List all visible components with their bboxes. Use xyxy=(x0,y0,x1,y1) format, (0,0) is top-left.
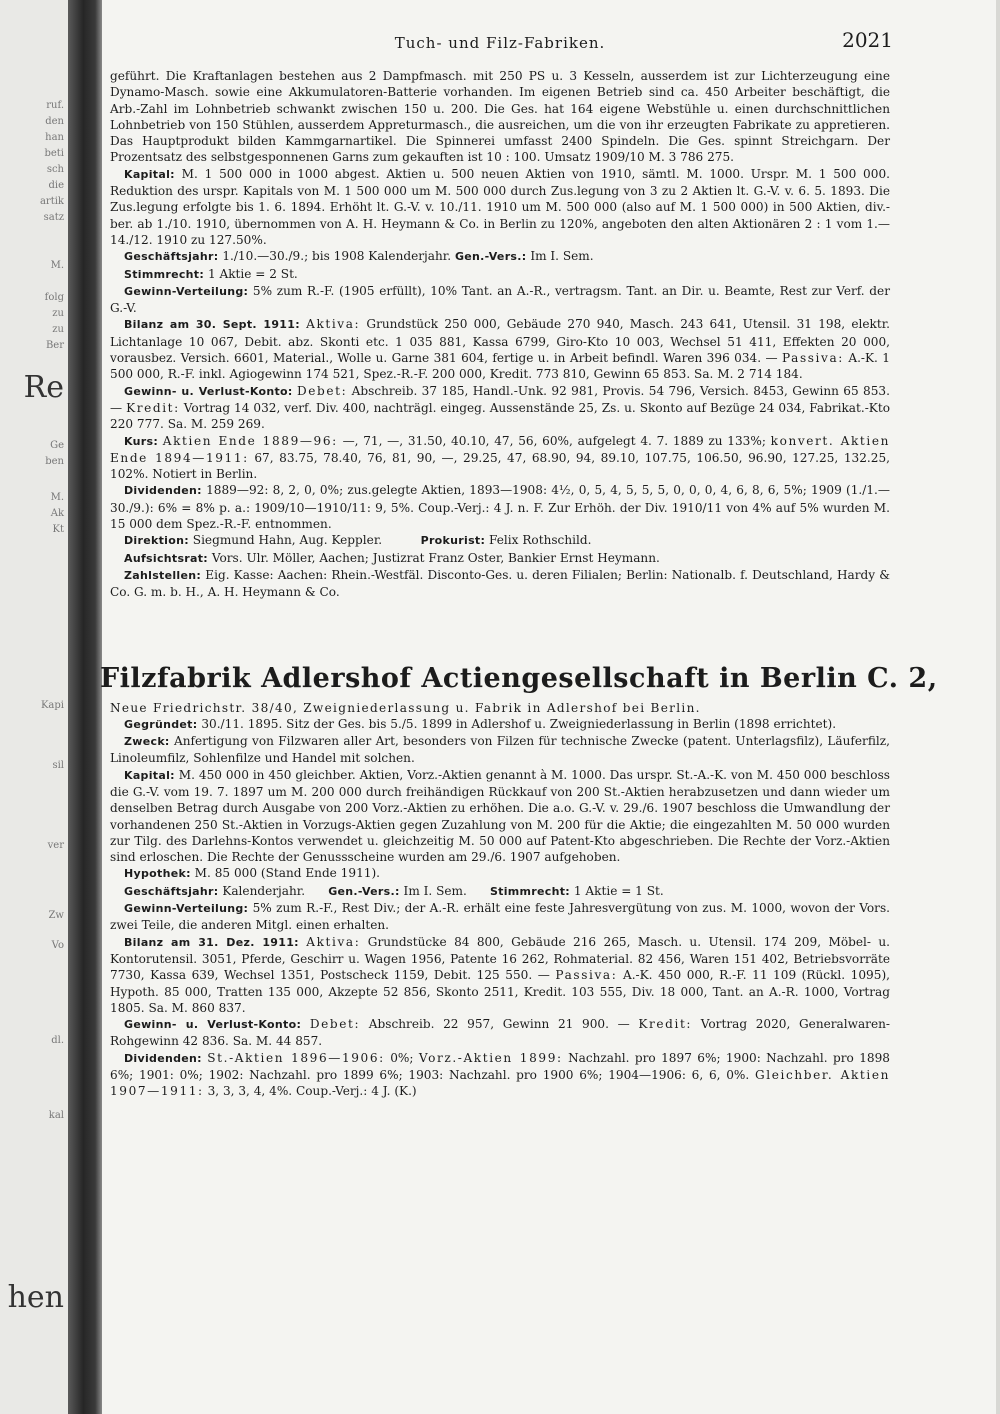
margin-fragment: Kapi xyxy=(40,700,64,711)
margin-fragment: den xyxy=(45,116,64,127)
profit-distribution-entry xyxy=(110,900,890,934)
fiscal-year-entry xyxy=(110,248,890,265)
margin-fragment: M. xyxy=(50,260,64,271)
margin-fragment: Kt xyxy=(52,524,64,535)
dividends-entry xyxy=(110,1050,890,1100)
entry-label: Stimmrecht: xyxy=(489,884,571,898)
margin-fragment: Ber xyxy=(45,340,64,351)
entry-text: 1889—92: 8, 2, 0, 0%; zus.gelegte Aktien, 1893—1908: 4½, 0, 5, 4, 5, 5, 5, 0, 0, 0, 4, 6, 8, 6, 5%; 1909 (1./1.—30./9.): 6% = 8% p. a.: 1909/10—1910/11: 9, 5%. Coup.-Verj.: 4 J. n. F. Zur Erhöh. der Div. 1910/11 von 4% auf 5% wurden M. 15 000 dem Spez.-R.-F. entnommen. xyxy=(110,483,890,532)
running-header xyxy=(110,28,893,68)
capital-entry xyxy=(110,166,890,248)
document-page xyxy=(100,28,938,1100)
entry-text: Vortrag 2020, Generalwaren-Rohgewinn 42 836. Sa. M. 44 857. xyxy=(110,1017,890,1049)
entry-label: Dividenden: xyxy=(124,1051,202,1065)
supervisory-board-entry xyxy=(110,550,890,567)
balance-entry xyxy=(110,934,890,1016)
entry-label: Gewinn-Verteilung: xyxy=(124,284,249,298)
quotation-entry xyxy=(110,433,890,483)
spaced-word: Kredit: xyxy=(126,400,180,415)
margin-fragment: Vo xyxy=(51,940,64,951)
purpose-entry xyxy=(110,733,890,767)
entry-text: Siegmund Hahn, Aug. Keppler. xyxy=(192,533,383,548)
entry-text: A.-K. 1 500 000, R.-F. inkl. Agiogewinn 174 521, Spez.-R.-F. 200 000, Kredit. 773 810, Gewinn 65 853. Sa. M. 2 714 184. xyxy=(110,351,890,382)
entry-label: Kapital: xyxy=(124,167,175,181)
spaced-word: Passiva: xyxy=(555,968,618,983)
margin-fragment: artik xyxy=(39,196,64,207)
capital-entry xyxy=(110,767,890,866)
entry-text: Grundstücke 84 800, Gebäude 216 265, Masch. u. Utensil. 174 209, Möbel- u. Kontorutensil. 3051, Pferde, Geschirr u. Wagen 1956, Patente 16 262, Rohmaterial. 82 456, Waren 151 402, Betriebsvorräte 7730, Kassa 639, Wechsel 1351, Postscheck 1159, Debit. 125 550. — xyxy=(110,934,890,983)
margin-fragment: ben xyxy=(45,456,64,467)
profit-loss-entry xyxy=(110,383,890,433)
entry-text: —, 71, —, 31.50, 40.10, 47, 56, 60%, aufgelegt 4. 7. 1889 zu 133%; xyxy=(342,433,766,448)
entry-text: Grundstück 250 000, Gebäude 270 940, Masch. 243 641, Utensil. 31 198, elektr. Lichtanlage 10 067, Debit. abz. Skonti etc. 1 035 881, Kassa 6799, Giro-Kto 10 003, Wechsel 51 411, Effekten 20 000, vorausbez. Versich. 6601, Material., Wolle u. Garne 381 604, fertige u. in Arbeit befindl. Waren 396 034. — xyxy=(110,317,890,366)
profit-distribution-entry xyxy=(110,283,890,317)
spaced-word: Aktiva: xyxy=(306,934,361,949)
entry-text: Nachzahl. pro 1897 6%; 1900: Nachzahl. pro 1898 6%; 1901: 0%; 1902: Nachzahl. pro 1899 6%; 1903: Nachzahl. pro 1900 6%; 1904—1906: 6, 6, 0%. xyxy=(110,1050,890,1083)
spaced-word: Kredit: xyxy=(638,1017,693,1032)
balance-entry xyxy=(110,316,890,382)
spaced-word: konvert. Aktien Ende 1894—1911: xyxy=(110,433,890,465)
entry-text: Vors. Ulr. Möller, Aachen; Justizrat Franz Oster, Bankier Ernst Heymann. xyxy=(211,550,660,565)
entry-label: Dividenden: xyxy=(124,484,202,498)
entry-text: M. 1 500 000 in 1000 abgest. Aktien u. 500 neuen Aktien von 1910, sämtl. M. 1000. Urspr. M. 1 500 000. Reduktion des urspr. Kapitals von M. 1 500 000 um M. 500 000 durch Zus.legung von 3 zu 2 Aktien lt. G.-V. v. 6. 5. 1893. Die Zus.legung erfolgte bis 1. 6. 1894. Erhöht lt. G.-V. v. 10./11. 1910 um M. 500 000 (also auf M. 1 500 000) in 500 Aktien, div.-ber. ab 1./10. 1910, übernommen von A. H. Heymann & Co. in Berlin zu 120%, angeboten den alten Aktionären 2 : 1 vom 1.—14./12. 1910 zu 127.50%. xyxy=(110,166,890,247)
entry-label: Stimmrecht: xyxy=(124,267,205,281)
company-heading: Filzfabrik Adlershof Actiengesellschaft in Berlin C. 2, xyxy=(100,662,938,694)
margin-fragment: Zw xyxy=(48,910,64,921)
entry-text: 5% zum R.-F., Rest Div.; der A.-R. erhält eine feste Jahresvergütung von zus. M. 1000, wovon der Vors. zwei Teile, die anderen Mitgl. einen erhalten. xyxy=(110,901,890,933)
founded-entry xyxy=(110,716,890,733)
entry-text: Im I. Sem. xyxy=(530,249,594,264)
margin-fragment: Ge xyxy=(50,440,64,451)
entry-text: 3, 3, 3, 4, 4%. Coup.-Verj.: 4 J. (K.) xyxy=(207,1084,417,1099)
entry-text: Eig. Kasse: Aachen: Rhein.-Westfäl. Disconto-Ges. u. deren Filialen; Berlin: Nationalb. f. Deutschland, Hardy & Co. G. m. b. H., A. H. Heymann & Co. xyxy=(110,567,890,600)
margin-fragment: hen xyxy=(7,1280,64,1315)
entry-text: 1 Aktie = 1 St. xyxy=(573,883,664,898)
spaced-word: Aktien Ende 1889—96: xyxy=(162,433,338,448)
margin-fragment: han xyxy=(45,132,64,143)
entry-text: Im I. Sem. xyxy=(403,883,467,898)
entry-label: Kapital: xyxy=(124,768,175,782)
spaced-word: Gleichber. Aktien 1907—1911: xyxy=(110,1068,890,1099)
entry-text: Abschreib. 22 957, Gewinn 21 900. — xyxy=(368,1017,630,1032)
margin-fragment: M. xyxy=(50,492,64,503)
margin-fragment: die xyxy=(48,180,64,191)
margin-fragment: folg xyxy=(44,292,64,303)
margin-fragment: zu xyxy=(52,308,64,319)
margin-fragment: sch xyxy=(46,164,64,175)
entry-label: Gewinn-Verteilung: xyxy=(124,902,249,916)
entry-text: Anfertigung von Filzwaren aller Art, besonders von Filzen für technische Zwecke (patent. Unterlagsfilz), Läuferfilz, Linoleumfilz, Sohlenfilze und Handel mit solchen. xyxy=(110,734,890,766)
entry-label: Direktion: xyxy=(124,534,189,548)
entry-label: Bilanz am 31. Dez. 1911: xyxy=(124,935,299,949)
entry-text: 1 Aktie = 2 St. xyxy=(207,266,298,281)
section-filzfabrik xyxy=(110,700,890,1100)
entry-label: Geschäftsjahr: xyxy=(124,250,219,264)
entry-text: Felix Rothschild. xyxy=(489,533,592,548)
management-entry xyxy=(110,532,890,549)
spaced-word: Aktiva: xyxy=(306,317,361,332)
margin-fragment: sil xyxy=(52,760,64,771)
fiscal-year-entry xyxy=(110,883,890,900)
dividends-entry xyxy=(110,482,890,532)
company-address: Neue Friedrichstr. 38/40, Zweigniederlassung u. Fabrik in Adlershof bei Berlin. xyxy=(110,700,701,715)
spaced-word: Passiva: xyxy=(781,351,844,366)
entry-text: M. 85 000 (Stand Ende 1911). xyxy=(194,866,381,881)
entry-label: Gen.-Vers.: xyxy=(328,884,400,898)
entry-label: Prokurist: xyxy=(420,534,486,548)
entry-label: Gewinn- u. Verlust-Konto: xyxy=(124,1018,302,1032)
running-title: Tuch- und Filz-Fabriken. xyxy=(394,34,606,52)
entry-text: 30./11. 1895. Sitz der Ges. bis 5./5. 1899 in Adlershof u. Zweigniederlassung in Berlin (1898 errichtet). xyxy=(201,716,837,731)
page-number: 2021 xyxy=(842,28,893,52)
margin-fragment: ver xyxy=(47,840,64,851)
profit-loss-entry xyxy=(110,1016,890,1050)
margin-fragment: Ak xyxy=(50,508,64,519)
spaced-word: Debet: xyxy=(309,1017,361,1032)
entry-text: 5% zum R.-F. (1905 erfüllt), 10% Tant. an A.-R., vertragsm. Tant. an Dir. u. Beamte, Rest zur Verf. der G.-V. xyxy=(110,283,890,316)
entry-label: Bilanz am 30. Sept. 1911: xyxy=(124,318,300,332)
entry-label: Zweck: xyxy=(124,735,170,749)
entry-label: Gen.-Vers.: xyxy=(454,250,527,264)
spaced-word: Debet: xyxy=(296,383,348,398)
margin-fragment: zu xyxy=(52,324,64,335)
spaced-word: Vorz.-Aktien 1899: xyxy=(418,1050,563,1065)
entry-text: Kalenderjahr. xyxy=(222,883,306,898)
entry-text: A.-K. 450 000, R.-F. 11 109 (Rückl. 1095), Hypoth. 85 000, Tratten 135 000, Akzepte 52 856, Skonto 2511, Kredit. 103 555, Div. 18 000, Tant. an A.-R. 1000, Vortrag 1805. Sa. M. 860 837. xyxy=(110,968,891,1015)
margin-fragment: kal xyxy=(48,1110,64,1121)
entry-text: M. 450 000 in 450 gleichber. Aktien, Vorz.-Aktien genannt à M. 1000. Das urspr. St.-A.-K. von M. 450 000 beschloss die G.-V. vom 19. 7. 1897 um M. 200 000 durch freihändigen Rückkauf von 200 St.-Aktien herabzusetzen und dann wieder um denselben Betrag durch Ausgabe von 200 Vorz.-Aktien zu erhöhen. Die a.o. G.-V. v. 29./6. 1907 beschloss die Umwandlung der vorhandenen 250 St.-Aktien in Vorzugs-Aktien gegen Zuzahlung von M. 200 für die Aktie; die eingezahlten M. 50 000 wurden zur Tilg. des Darlehns-Kontos verwendet u. gleichzeitig M. 50 000 auf Patent-Kto abgeschrieben. Die Rechte der Vorz.-Aktien sind erloschen. Die Rechte der Genussscheine wurden am 29./6. 1907 aufgehoben. xyxy=(110,767,890,865)
mortgage-entry xyxy=(110,865,890,882)
entry-text: 67, 83.75, 78.40, 76, 81, 90, —, 29.25, 47, 68.90, 94, 89.10, 107.75, 106.50, 96.90, 127.25, 132.25, 102%. Notiert in Berlin. xyxy=(110,450,890,482)
entry-label: Kurs: xyxy=(124,434,159,448)
margin-fragment: satz xyxy=(43,212,64,223)
operations-paragraph: geführt. Die Kraftanlagen bestehen aus 2 Dampfmasch. mit 250 PS u. 3 Kesseln, ausserdem ist zur Lichterzeugung eine Dynamo-Masch. sowie eine Akkumulatoren-Batterie vorhanden. Im eigenen Betrieb sind ca. 450 Arbeiter beschäftigt, die Arb.-Zahl im Lohnbetrieb schwankt zwischen 150 u. 200. Die Ges. hat 164 eigene Webstühle u. einen durchschnittlichen Lohnbetrieb von 150 Stühlen, ausserdem Appreturmasch., die ausreichen, um die von ihr erzeugten Fabrikate zu appretieren. Das Hauptprodukt bilden Kammgarnartikel. Die Spinnerei umfasst 2400 Spindeln. Die Ges. spinnt Streichgarn. Der Prozentsatz des selbstgesponnenen Garns zum gekauften ist 10 : 100. Umsatz 1909/10 M. 3 786 275. xyxy=(110,69,890,165)
margin-fragment: ruf. xyxy=(46,100,64,111)
page-edge xyxy=(996,0,1000,1414)
margin-fragment: dl. xyxy=(51,1035,64,1046)
entry-text: 1./10.—30./9.; bis 1908 Kalenderjahr. xyxy=(222,249,452,264)
entry-label: Zahlstellen: xyxy=(124,568,202,582)
margin-fragment: beti xyxy=(44,148,64,159)
book-gutter xyxy=(68,0,102,1414)
entry-label: Gegründet: xyxy=(124,717,198,731)
section-tuchfabrik xyxy=(110,68,890,601)
spaced-word: St.-Aktien 1896—1906: xyxy=(207,1050,385,1065)
entry-label: Hypothek: xyxy=(124,867,191,881)
entry-text: Abschreib. 37 185, Handl.-Unk. 92 981, Provis. 54 796, Versich. 8453, Gewinn 65 853. — xyxy=(110,383,890,415)
margin-fragment: Re xyxy=(23,370,64,405)
entry-label: Gewinn- u. Verlust-Konto: xyxy=(124,384,293,398)
entry-label: Geschäftsjahr: xyxy=(124,884,219,898)
voting-entry xyxy=(110,266,890,283)
entry-text: Vortrag 14 032, verf. Div. 400, nachträgl. eingeg. Aussenstände 25, Zs. u. Skonto auf Bezüge 24 034, Fabrikat.-Kto 220 777. Sa. M. 259 269. xyxy=(110,400,890,432)
entry-label: Aufsichtsrat: xyxy=(124,551,209,565)
entry-text: 0%; xyxy=(390,1050,414,1065)
paying-agents-entry xyxy=(110,567,890,601)
